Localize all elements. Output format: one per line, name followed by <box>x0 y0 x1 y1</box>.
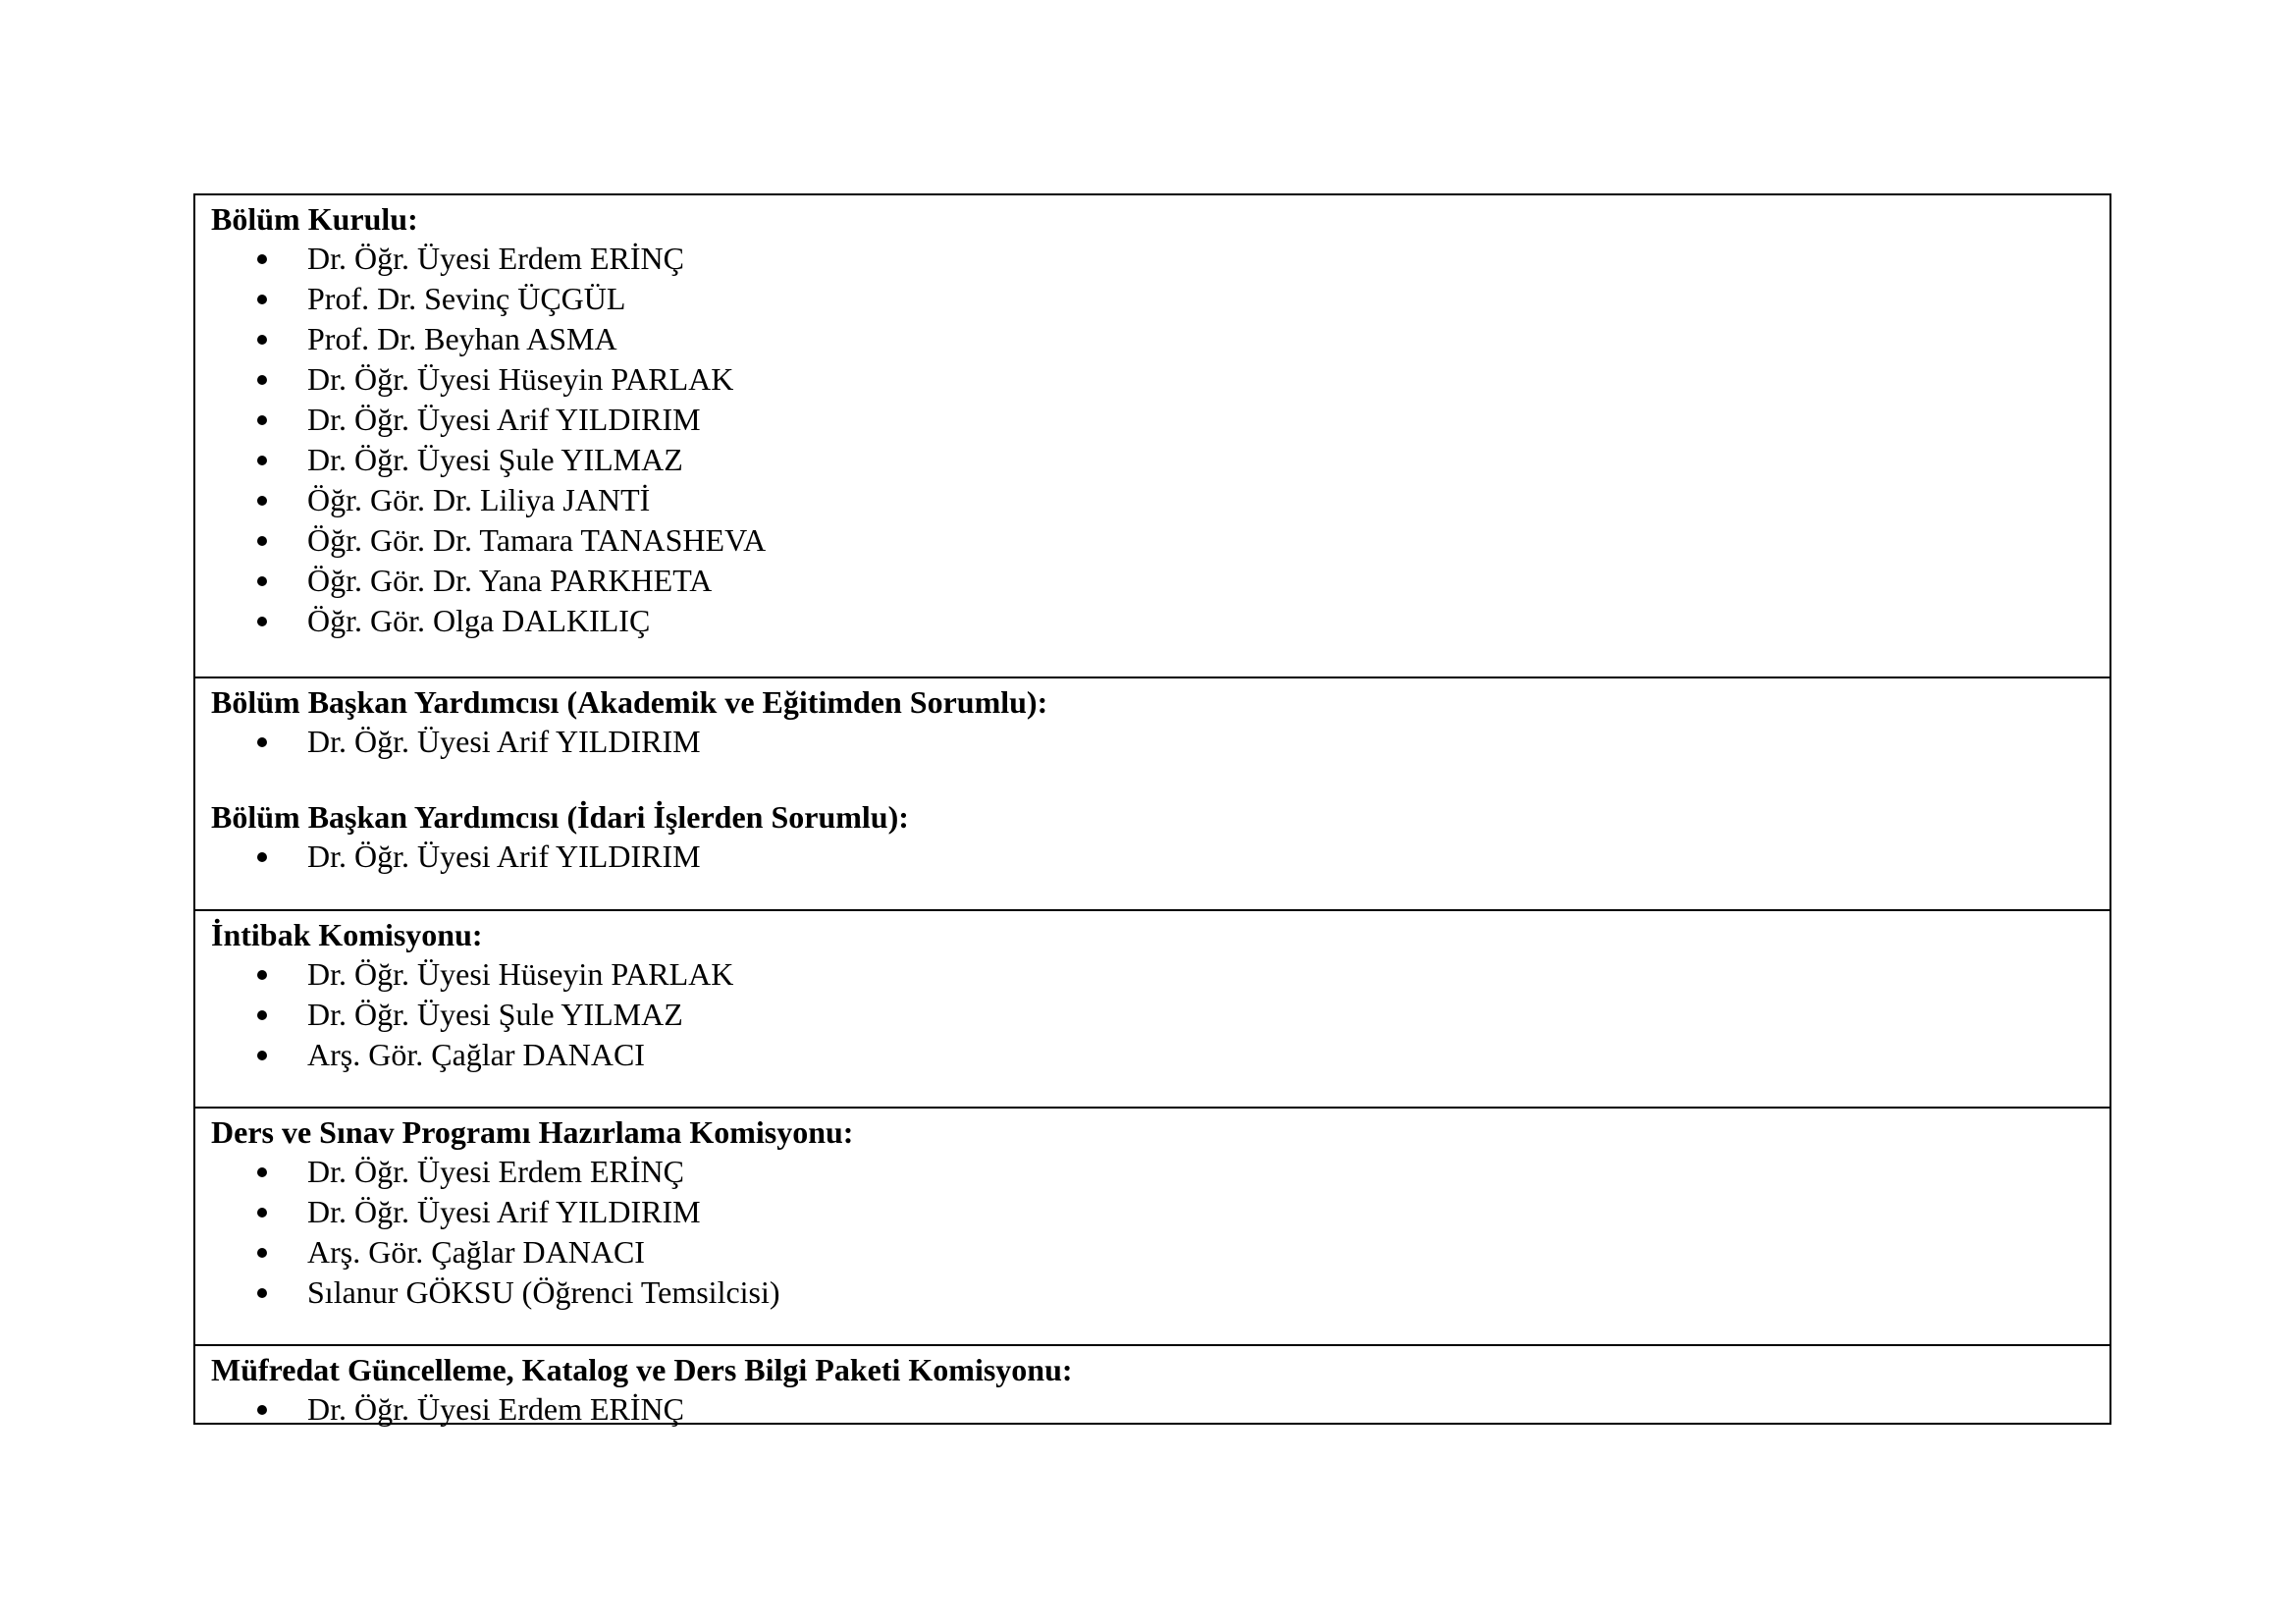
list-item: Dr. Öğr. Üyesi Şule YILMAZ <box>211 440 2109 480</box>
member-list <box>211 837 2109 877</box>
list-item: Sılanur GÖKSU (Öğrenci Temsilcisi) <box>211 1272 2109 1313</box>
section-heading: İntibak Komisyonu: <box>211 917 483 952</box>
list-item: Dr. Öğr. Üyesi Arif YILDIRIM <box>211 837 2109 877</box>
member-list <box>211 1389 2109 1430</box>
list-item: Dr. Öğr. Üyesi Erdem ERİNÇ <box>211 239 2109 279</box>
member-list <box>211 1152 2109 1313</box>
list-item: Öğr. Gör. Olga DALKILIÇ <box>211 601 2109 641</box>
list-item: Dr. Öğr. Üyesi Hüseyin PARLAK <box>211 954 2109 995</box>
list-item: Prof. Dr. Sevinç ÜÇGÜL <box>211 279 2109 319</box>
list-item: Prof. Dr. Beyhan ASMA <box>211 319 2109 359</box>
list-item: Dr. Öğr. Üyesi Arif YILDIRIM <box>211 1192 2109 1232</box>
section-heading: Bölüm Başkan Yardımcısı (İdari İşlerden Sorumlu): <box>211 799 909 835</box>
member-list <box>211 954 2109 1075</box>
list-item: Dr. Öğr. Üyesi Arif YILDIRIM <box>211 400 2109 440</box>
list-item: Dr. Öğr. Üyesi Erdem ERİNÇ <box>211 1152 2109 1192</box>
member-list <box>211 722 2109 762</box>
section-intibak-komisyonu <box>195 909 2109 1107</box>
member-list <box>211 239 2109 641</box>
list-item: Arş. Gör. Çağlar DANACI <box>211 1035 2109 1075</box>
committee-table <box>193 193 2111 1425</box>
list-item: Dr. Öğr. Üyesi Hüseyin PARLAK <box>211 359 2109 400</box>
section-baskan-yardimcisi <box>195 677 2109 909</box>
section-bolum-kurulu <box>195 195 2109 677</box>
list-item: Öğr. Gör. Dr. Tamara TANASHEVA <box>211 520 2109 561</box>
section-heading: Bölüm Kurulu: <box>211 201 418 237</box>
list-item: Dr. Öğr. Üyesi Şule YILMAZ <box>211 995 2109 1035</box>
list-item: Arş. Gör. Çağlar DANACI <box>211 1232 2109 1272</box>
spacer <box>211 762 2109 797</box>
list-item: Dr. Öğr. Üyesi Arif YILDIRIM <box>211 722 2109 762</box>
list-item: Öğr. Gör. Dr. Yana PARKHETA <box>211 561 2109 601</box>
list-item: Öğr. Gör. Dr. Liliya JANTİ <box>211 480 2109 520</box>
section-mufredat-guncelleme <box>195 1344 2109 1427</box>
section-heading: Bölüm Başkan Yardımcısı (Akademik ve Eğitimden Sorumlu): <box>211 684 1048 720</box>
section-heading: Müfredat Güncelleme, Katalog ve Ders Bilgi Paketi Komisyonu: <box>211 1352 1073 1387</box>
section-ders-sinav-programi <box>195 1107 2109 1344</box>
list-item: Dr. Öğr. Üyesi Erdem ERİNÇ <box>211 1389 2109 1430</box>
section-heading: Ders ve Sınav Programı Hazırlama Komisyonu: <box>211 1114 854 1150</box>
